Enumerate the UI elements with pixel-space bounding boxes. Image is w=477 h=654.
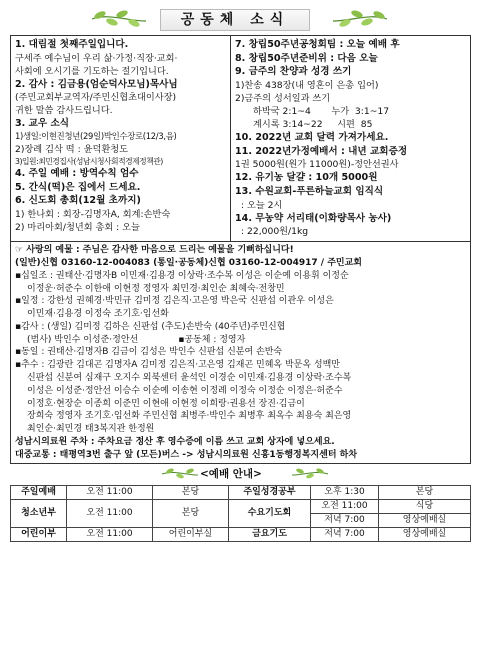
news-item: 13. 수원교회-푸른하늘교회 임직식 xyxy=(235,185,384,197)
offering-section xyxy=(11,242,470,463)
service-time: 저녁 7:00 xyxy=(311,528,379,542)
service-place: 식당 xyxy=(379,500,471,514)
news-item: 1) 한나회 : 회장-김명자A, 회계:손반숙 xyxy=(15,208,171,220)
news-item: 7. 창립50주년공청회팀 : 오늘 예배 후 xyxy=(235,39,400,50)
service-time: 오전 11:00 xyxy=(311,500,379,514)
news-item: 8. 창립50주년준비위 : 다음 오늘 xyxy=(235,52,378,64)
news-item: 5. 간식(떡)은 집에서 드세요. xyxy=(15,181,141,193)
title-area xyxy=(10,5,471,35)
leaf-decoration-icon xyxy=(160,466,200,482)
news-left-column xyxy=(11,36,231,241)
service-name: 어린이부 xyxy=(11,528,67,542)
news-columns xyxy=(11,36,470,242)
offering-list-line: 이정운·허준수 이한애 이현정 정영자 최민경·최인순 최혜숙·전창민 xyxy=(27,283,285,294)
transit-notice: 대중교통 : 태평역3번 출구 앞 (모든)버스 -> 성남시의료원 신흥1동행정복지센터 하차 xyxy=(15,449,358,460)
news-item: : 22,000원/1kg xyxy=(241,226,309,238)
news-item: (주민교회부교역자/주민신협초대이사장) xyxy=(15,92,177,104)
offering-list-line: ▪추수 : 김광란 김대곤 김명자A 김미정 김은직·고은영 김재곤 민혜옥 박문옥 성백만 xyxy=(15,360,340,371)
table-row xyxy=(11,486,471,500)
service-place: 어린이부실 xyxy=(153,528,229,542)
news-item: 구세주 예수님이 우리 삶·가정·직장·교회· xyxy=(15,52,178,64)
news-item: 2)금주의 성서일과 쓰기 xyxy=(235,92,331,104)
offering-list-line: 최인순·최민경 태3복지관 한정원 xyxy=(27,424,155,435)
news-item: 2)장례 김삭 떡 : 윤덕환청도 xyxy=(15,144,128,155)
leaf-decoration-icon xyxy=(88,7,148,31)
offering-list-line: ▪동일 : 권태산·김명자B 김금이 김성은 박인수 신판섭 신분여 손반숙 xyxy=(15,347,283,358)
news-item: 6. 신도회 총회(12월 초까지) xyxy=(15,195,141,207)
service-name: 수요기도회 xyxy=(229,500,311,528)
offering-list-line: (범사) 박인수 이성준·정안선 ▪공동체 : 정영자 xyxy=(27,334,246,345)
leaf-decoration-icon xyxy=(290,466,330,482)
offering-list-line: 신판섭 신분여 심재구 오지수 외북센터 윤석인 이경순 이민재·김용경 이상락·조수복 xyxy=(27,372,352,383)
news-item: 10. 2022년 교회 달력 가져가세요. xyxy=(235,132,389,144)
offering-list-line: 장희숙 정영자 조기호·임선화 주민신협 최병주·박인수 최병후 최옥수 최용숙 최은영 xyxy=(27,411,352,422)
news-item: 9. 금주의 찬양과 성경 쓰기 xyxy=(235,66,352,78)
news-right-column xyxy=(231,36,470,241)
service-name: 주일예배 xyxy=(11,486,67,500)
service-time: 오전 11:00 xyxy=(67,486,153,500)
service-table xyxy=(10,485,471,542)
service-place: 본당 xyxy=(153,486,229,500)
service-name: 주일성경공부 xyxy=(229,486,311,500)
bank-account-line: (일반)신협 03160-12-004083 (통일·공동체)신협 03160-12-004917 / 주민교회 xyxy=(15,258,362,269)
offering-list-line: ▪감사 : (생일) 김미정 김하은 신판섭 (추도)손반숙 (40주년)주민신협 xyxy=(15,321,286,332)
service-time: 오전 11:00 xyxy=(67,500,153,528)
service-time: 오전 11:00 xyxy=(67,528,153,542)
offering-list-line: 이민재·김용경 이정숙 조기호·임선화 xyxy=(27,309,169,320)
news-item: 1)찬송 438장(내 영혼이 은총 입어) xyxy=(235,79,379,91)
service-time: 저녁 7:00 xyxy=(311,514,379,528)
news-item: 사회에 오시기를 기도하는 절기입니다. xyxy=(15,65,169,77)
news-frame xyxy=(10,35,471,464)
page-title: 공동체 소식 xyxy=(160,9,310,31)
news-item: 11. 2022년가정예배서 : 내년 교회증정 xyxy=(235,145,408,157)
service-place: 본당 xyxy=(153,500,229,528)
parking-notice: 성남시의료원 주차 : 주차요금 정산 후 영수증에 이름 쓰고 교회 상자에 넣으세요. xyxy=(15,436,335,447)
news-item: 3)입원:최민경집사(성남시청사회적경제정책관) xyxy=(15,157,163,167)
news-item: 2. 감사 : 김금용(엄순덕사모님)목사님 xyxy=(15,78,178,90)
service-time: 오후 1:30 xyxy=(311,486,379,500)
table-row xyxy=(11,528,471,542)
news-item: 1권 5000원(원가 11000원)-정안선권사 xyxy=(235,159,399,171)
offering-list-line: 이정호·현장순 이종희 이준민 이현애 이현정 이희랑·권용선 장진·김금이 xyxy=(27,398,305,409)
service-place: 영상예배실 xyxy=(379,514,471,528)
news-item: 12. 유기농 달걀 : 10개 5000원 xyxy=(235,172,378,184)
news-item: 1. 대림절 첫째주일입니다. xyxy=(15,39,129,50)
service-title-area xyxy=(10,466,471,485)
news-item: 14. 무농약 서리태(이화량목사 농사) xyxy=(235,212,392,224)
news-item: 1)생일:이현진청년(29일)박인수장로(12/3,음) xyxy=(15,131,177,142)
news-item: : 오늘 2시 xyxy=(241,199,283,211)
leaf-decoration-icon xyxy=(331,7,391,31)
news-item: 귀한 말씀 감사드립니다. xyxy=(15,105,113,117)
scripture-line: 하박국 2:1~4 누가 3:1~17 xyxy=(253,105,390,117)
service-title: <예배 안내> xyxy=(200,468,262,481)
service-name: 금요기도 xyxy=(229,528,311,542)
service-name: 청소년부 xyxy=(11,500,67,528)
offering-list-line: ▪십일조 : 권태산·김명자B 이민재·김용경 이상락·조수복 이성은 이순예 이용휘 이정순 xyxy=(15,270,349,281)
service-place: 영상예배실 xyxy=(379,528,471,542)
offering-list-line: 이성은 이성준·정안선 이승수 이순예 이송현 이정례 이정숙 이정순 이정은·허준수 xyxy=(27,385,343,396)
offering-heading: ☞ 사랑의 예물 : 주님은 감사한 마음으로 드리는 예물을 기뻐하십니다! xyxy=(15,245,294,256)
news-item: 3. 교우 소식 xyxy=(15,118,70,130)
offering-list-line: ▪일정 : 강한성 권혜경·박민규 김미정 김은직·고은영 박은국 신판섭 이관우 이성은 xyxy=(15,296,334,307)
table-row xyxy=(11,500,471,514)
news-item: 2) 마리아회/청년회 총회 : 오늘 xyxy=(15,222,140,234)
scripture-line: 계시록 3:14~22 시편 85 xyxy=(253,119,373,131)
service-place: 본당 xyxy=(379,486,471,500)
news-item: 4. 주일 예배 : 방역수칙 엄수 xyxy=(15,168,139,180)
